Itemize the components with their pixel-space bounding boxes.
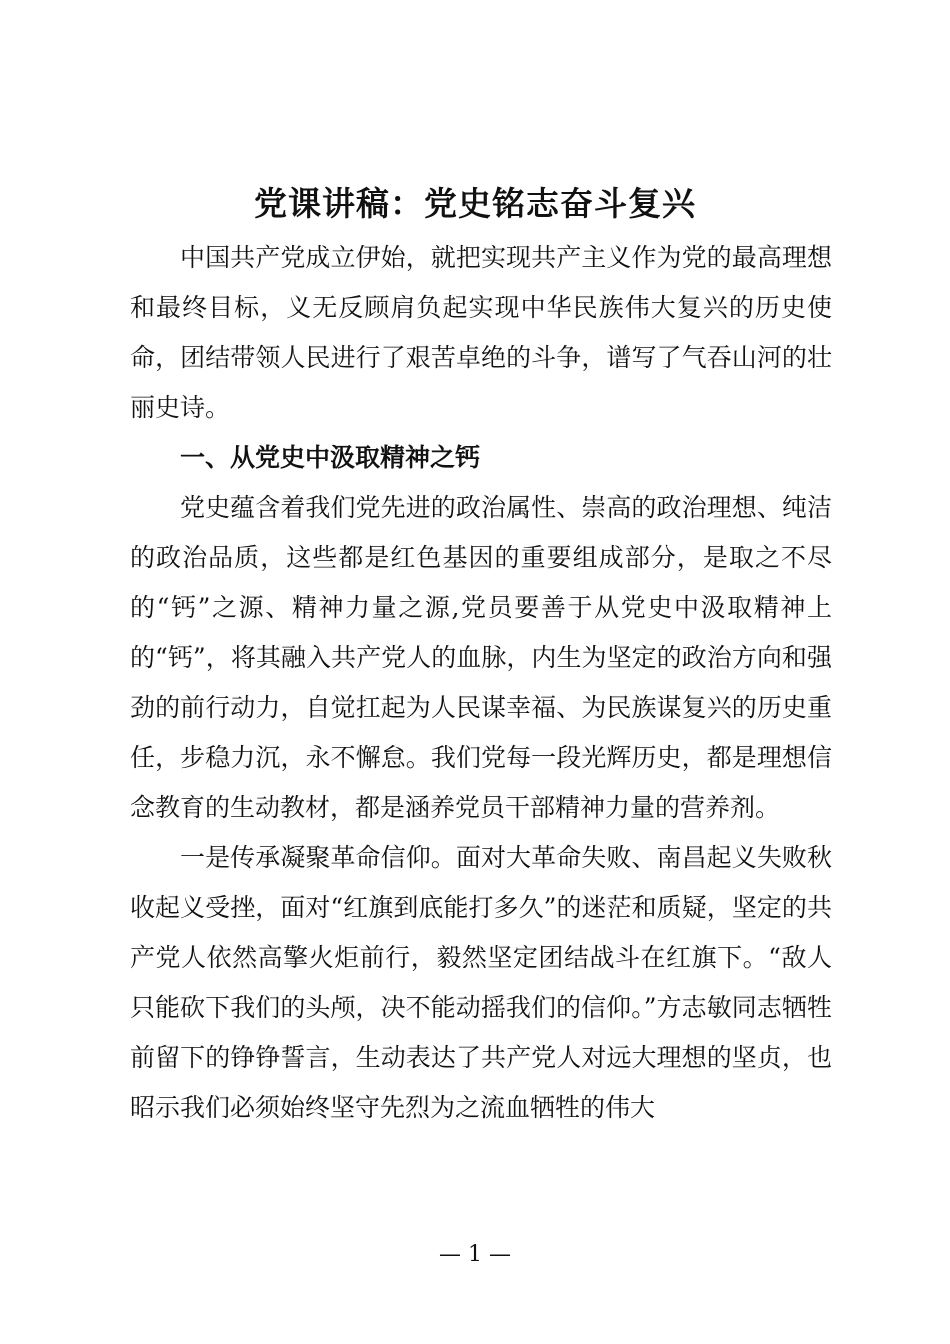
body-paragraph: 党史蕴含着我们党先进的政治属性、崇高的政治理想、纯洁的政治品质，这些都是红色基因的重要组成部分，是取之不尽的“钙”之源、精神力量之源,党员要善于从党史中汲取精神上的“钙”，将其融入共产党人的血脉，内生为坚定的政治方向和强劲的前行动力，自觉扛起为人民谋幸福、为民族谋复兴的历史重任，步稳力沉，永不懈怠。我们党每一段光辉历史，都是理想信念教育的生动教材，都是涵养党员干部精神力量的营养剂。 [130,493,832,822]
page-number: — 1 — [439,1242,511,1267]
section-heading: 一、从党史中汲取精神之钙 [180,443,481,472]
intro-paragraph: 中国共产党成立伊始，就把实现共产主义作为党的最高理想和最终目标，义无反顾肩负起实现中华民族伟大复兴的历史使命，团结带领人民进行了艰苦卓绝的斗争，谱写了气吞山河的壮丽史诗。 [130,243,832,422]
document-title: 党课讲稿：党史铭志奋斗复兴 [254,184,696,223]
document-body [130,233,832,1133]
body-paragraph: 一是传承凝聚革命信仰。面对大革命失败、南昌起义失败秋收起义受挫，面对“红旗到底能打多久”的迷茫和质疑，坚定的共产党人依然高擎火炬前行，毅然坚定团结战斗在红旗下。“敌人只能砍下我们的头颅，决不能动摇我们的信仰。”方志敏同志牺牲前留下的铮铮誓言，生动表达了共产党人对远大理想的坚贞，也昭示我们必须始终坚守先烈为之流血牺牲的伟大 [130,843,832,1122]
